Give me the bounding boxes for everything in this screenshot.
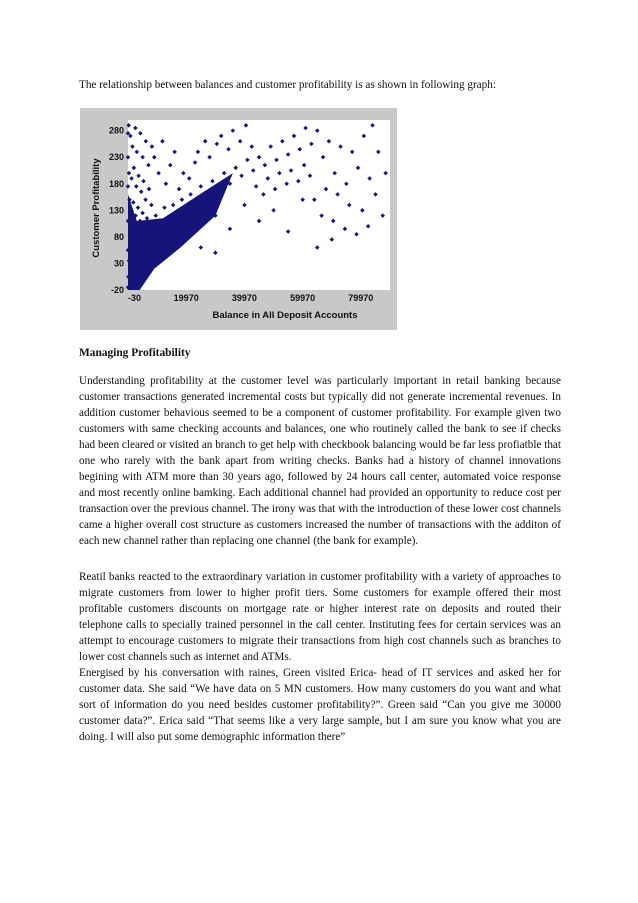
y-axis-label: Customer Profitability [91, 158, 102, 258]
y-tick-labels [109, 126, 124, 295]
y-tick-label-5: 230 [108, 152, 124, 163]
x-axis-label: Balance in All Deposit Accounts [212, 310, 358, 321]
scatter-plot-svg [80, 108, 397, 330]
x-tick-labels [128, 293, 373, 303]
y-tick-label-0: -20 [110, 285, 124, 295]
x-tick-label-0: -30 [128, 293, 142, 303]
paragraph-green-erica-conversation: Energised by his conversation with raines, Green visited Erica- head of IT services and asked her for customer data. She said “We have data on 5 MN customers. How many customers do you want and what sort of information do you need besides customer profitability?”. Green said “Can you give me 30000 customer data?”. Erica said “That seems like a very large sample, but I am sure you know what you are doing. I will also put some demographic information there” [79, 667, 561, 743]
x-tick-label-2: 39970 [231, 293, 257, 303]
x-tick-label-3: 59970 [290, 293, 316, 303]
y-tick-label-1: 30 [113, 258, 124, 269]
section-heading: Managing Profitability [79, 347, 191, 359]
y-tick-label-4: 180 [108, 178, 124, 189]
y-tick-label-6: 280 [108, 125, 124, 136]
intro-text: The relationship between balances and customer profitability is as shown in following graph: [79, 79, 496, 91]
y-tick-label-2: 80 [113, 231, 124, 242]
paragraph-customer-profitability: Understanding profitability at the customer level was particularly important in retail banking because customer transactions generated incremental costs but typically did not generate incremental revenues. In addition customer behavious seemed to be a component of customer profitability. For example given two customers with same checking accounts and balances, one who routinely called the bank to see if checks had been cleared or visited an branch to get help with checkbook balancing would be far less profiatble that one who rarely with the bank apart from writing checks. Banks had a history of channel innovations begining with ATM more than 30 years ago, followed by 24 hours call center, automated voice response and most recently online bamking. Each additional channel had provided an opportunity to reduce cost per transaction over the previous channel. The irony was that with the introduction of these lower cost channels came a higher overall cost structure as customers increased the number of transactions with the additon of each new channel rather than replacing one channel (the bank for example). [79, 375, 561, 547]
paragraph-retail-bank-response: Reatil banks reacted to the extraordinary variation in customer profitability with a variety of approaches to migrate customers from lower to higher profit tiers. Some customers for example offered their most profitable customers discounts on mortgage rate or higher interest rate on deposits and routed their telephone calls to specially trained personnel in the call center. Instituting fees for certain services was an attempt to encourage customers to migrate their transactions from high cost channels such as branches to lower cost channels such as internet and ATMs. [79, 571, 561, 663]
x-tick-label-1: 19970 [173, 293, 199, 303]
x-tick-label-4: 79970 [348, 293, 374, 303]
profitability-scatter-chart [80, 108, 397, 330]
y-tick-label-3: 130 [108, 205, 124, 216]
